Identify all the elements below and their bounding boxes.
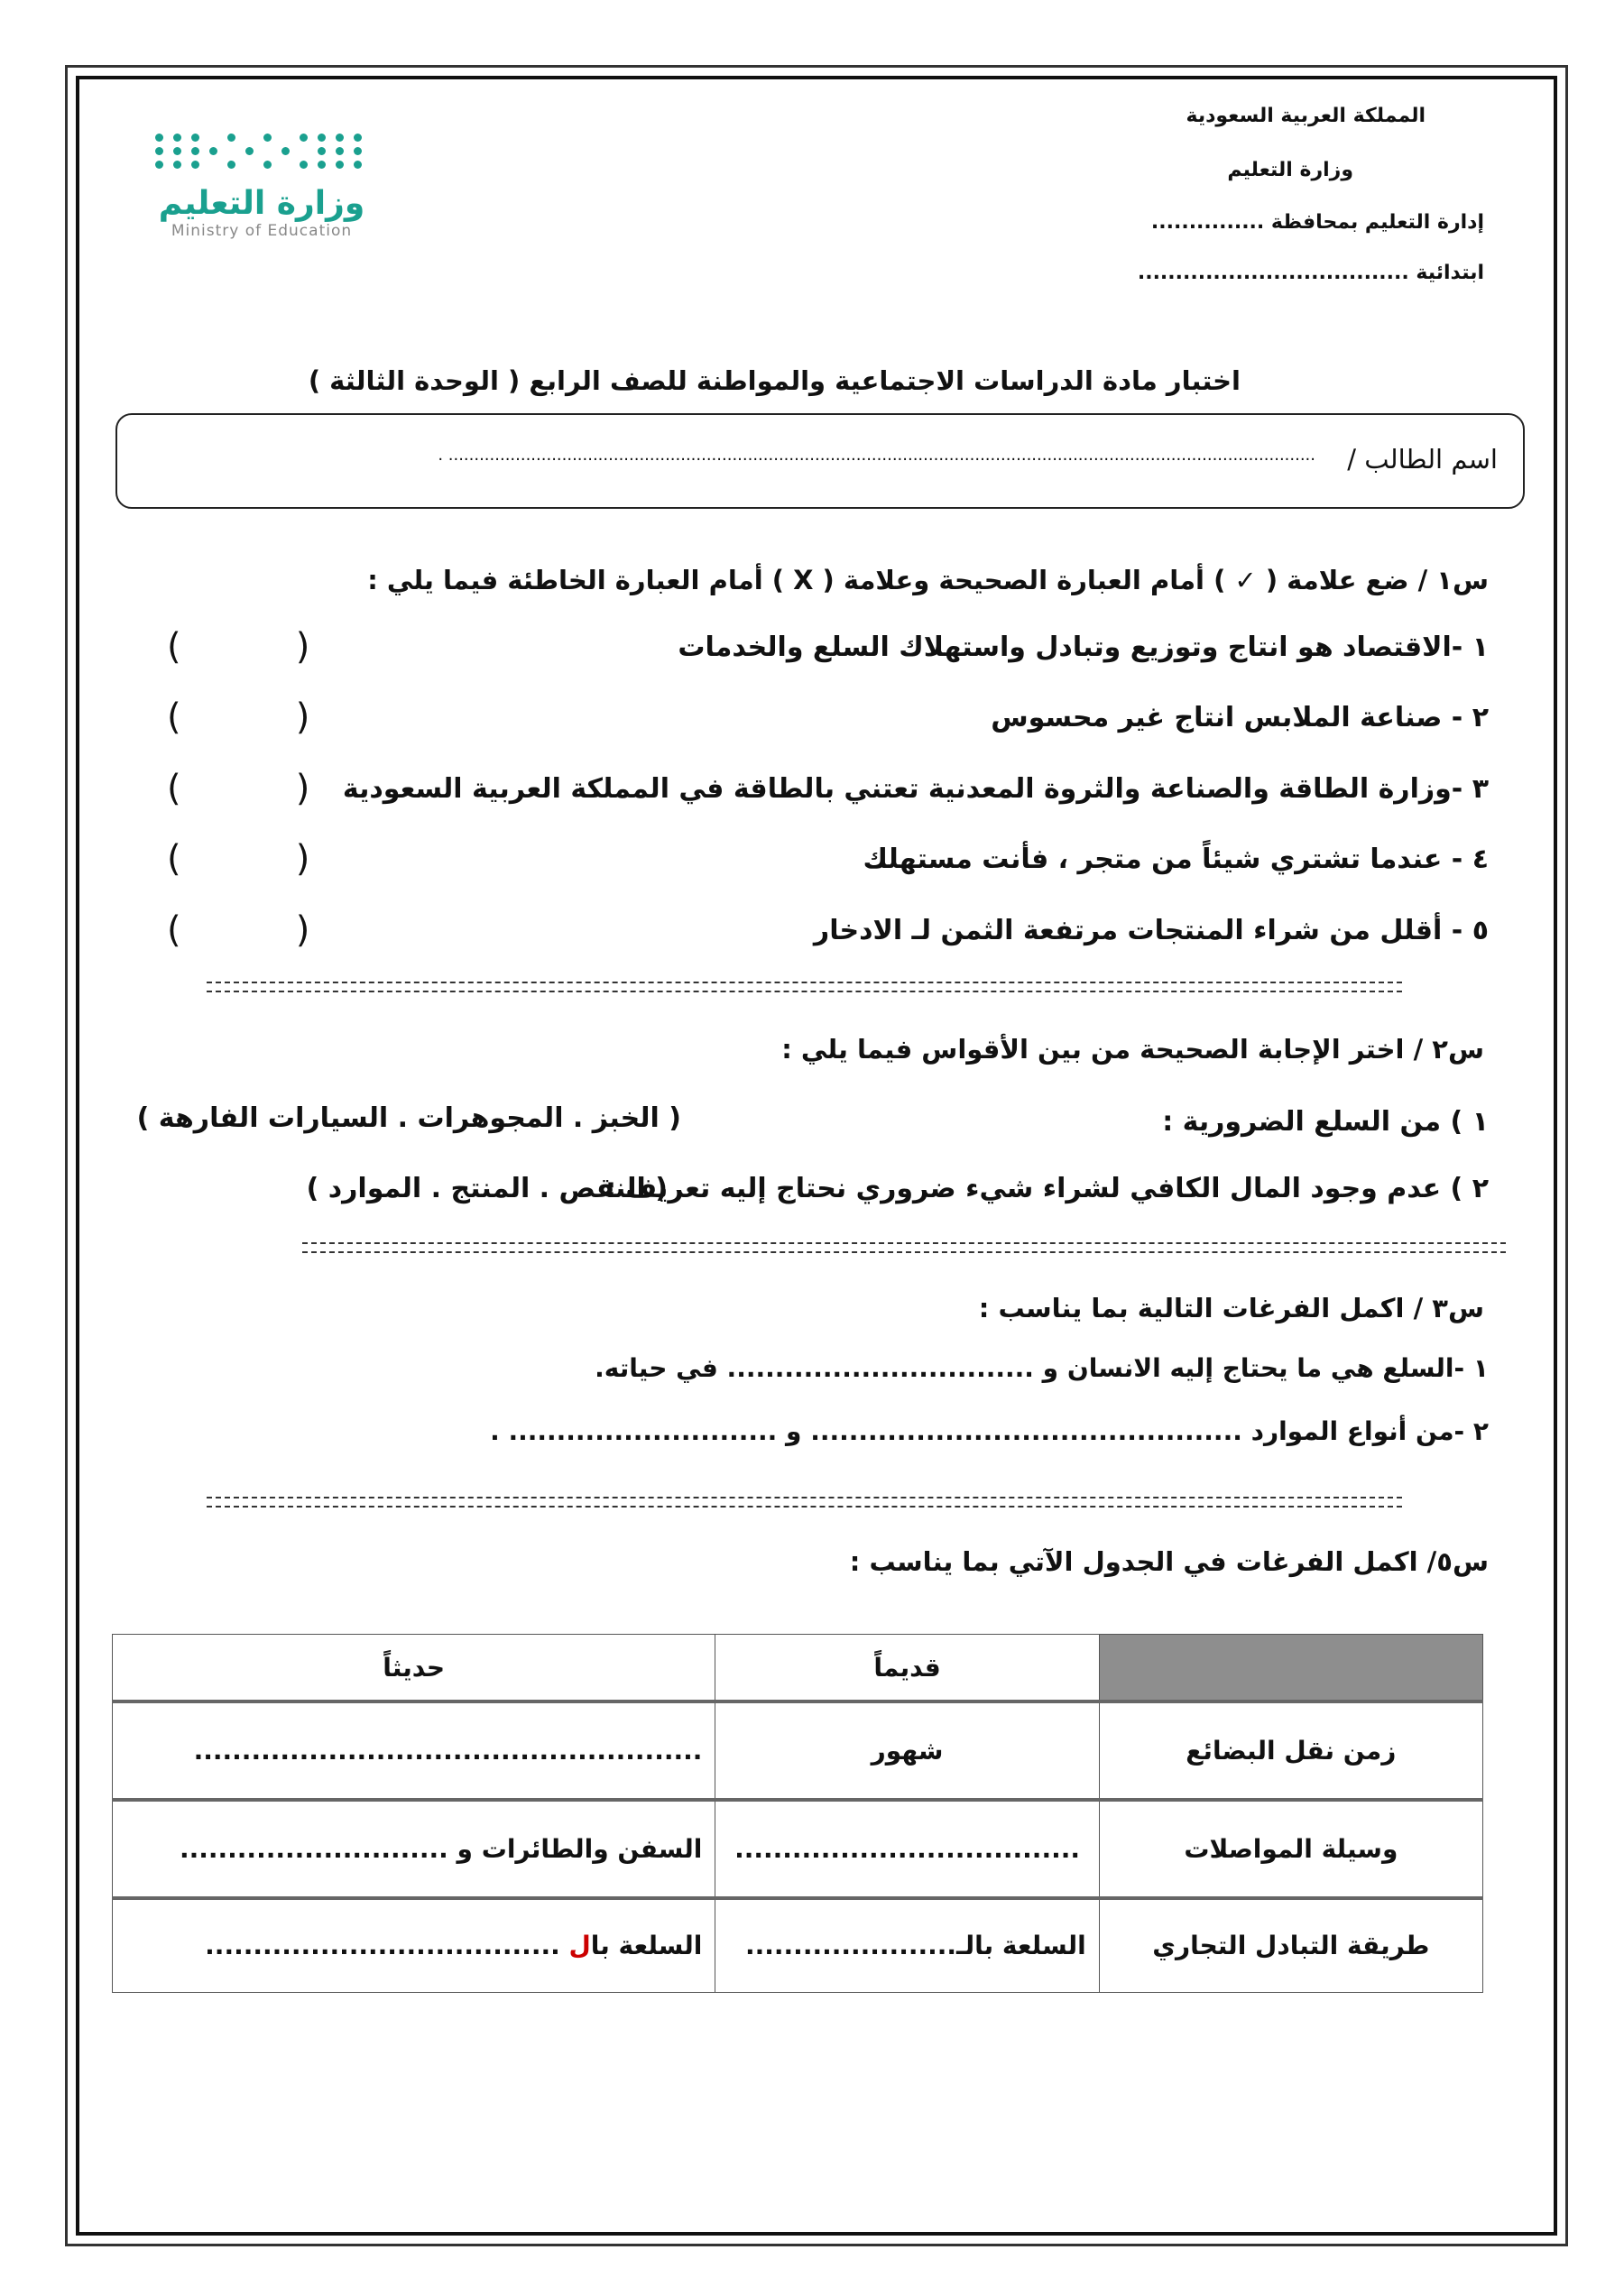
q2-item-2-question: ٢ ) عدم وجود المال الكافي لشراء شيء ضروري نحتاج إليه تعريف :	[604, 1173, 1489, 1204]
logo-dot	[354, 147, 362, 155]
logo-dot	[191, 161, 199, 169]
table-header-old: قديماً	[715, 1635, 1099, 1702]
logo-dot	[354, 134, 362, 142]
table-row	[113, 1800, 1483, 1898]
separator	[207, 1497, 1402, 1508]
q3-heading: س٣ / اكمل الفرغات التالية بما يناسب :	[978, 1293, 1484, 1323]
q1-item-1: ١ -الاقتصاد هو انتاج وتوزيع وتبادل واستهلاك السلع والخدمات	[678, 632, 1489, 663]
header-country: المملكة العربية السعودية	[1186, 105, 1426, 127]
logo-dot	[263, 161, 272, 169]
q3-item-1[interactable]: ١ -السلع هي ما يحتاج إليه الانسان و ................................ في حياته.	[595, 1353, 1489, 1383]
table-header-row	[113, 1635, 1483, 1702]
logo-dot	[245, 147, 254, 155]
separator	[302, 1242, 1506, 1253]
q1-item-5: ٥ - أقلل من شراء المنتجات مرتفعة الثمن لـ الادخار	[813, 915, 1489, 946]
q2-item-1-options[interactable]: ( الخبز . المجوهرات . السيارات الفارهة )	[136, 1102, 681, 1134]
logo-dots-icon	[144, 134, 379, 169]
logo-dot	[318, 147, 326, 155]
cell-old[interactable]: السلعة بالـ......................	[715, 1898, 1099, 1993]
q1-answer-blank-5[interactable]: ( )	[167, 909, 310, 951]
cell-new-blank[interactable]: .....................................	[205, 1931, 569, 1961]
logo-dot	[155, 134, 163, 142]
page-title: اختبار مادة الدراسات الاجتماعية والمواطنة للصف الرابع ( الوحدة الثالثة )	[308, 365, 1241, 396]
logo-dot	[173, 147, 181, 155]
logo-dot	[191, 147, 199, 155]
table-row	[113, 1701, 1483, 1800]
q5-table	[112, 1634, 1483, 1993]
q2-heading: س٢ / اختر الإجابة الصحيحة من بين الأقواس فيما يلي :	[781, 1034, 1484, 1065]
q1-heading: س١ / ضع علامة ( ✓ ) أمام العبارة الصحيحة وعلامة ( X ) أمام العبارة الخاطئة فيما يلي :	[367, 565, 1489, 595]
logo-dot	[155, 147, 163, 155]
logo-english: Ministry of Education	[171, 222, 353, 240]
q1-answer-blank-1[interactable]: ( )	[167, 626, 310, 668]
logo-dot	[318, 134, 326, 142]
row-label: طريقة التبادل التجاري	[1099, 1898, 1482, 1993]
row-label: زمن نقل البضائع	[1099, 1701, 1482, 1800]
row-label: وسيلة المواصلات	[1099, 1800, 1482, 1898]
cell-old: شهور	[715, 1701, 1099, 1800]
logo-dot	[336, 134, 344, 142]
q1-item-2: ٢ - صناعة الملابس انتاج غير محسوس	[991, 702, 1489, 733]
student-name-field[interactable]: ........................................................................................................................................................................ .	[438, 446, 1315, 465]
cell-new[interactable]: السفن والطائرات و ............................	[113, 1800, 715, 1898]
logo-dot	[173, 134, 181, 142]
q2-item-1-question: ١ ) من السلع الضرورية :	[1162, 1106, 1489, 1138]
logo-dot	[191, 134, 199, 142]
logo-arabic: وزارة التعليم	[158, 185, 365, 222]
q5-heading: س٥/ اكمل الفرغات في الجدول الآتي بما يناسب :	[849, 1546, 1489, 1577]
q2-item-2-options[interactable]: ( النقص . المنتج . الموارد )	[306, 1173, 668, 1204]
separator	[207, 982, 1402, 992]
logo-dot	[336, 147, 344, 155]
logo-dot	[300, 161, 308, 169]
logo-dot	[263, 134, 272, 142]
q1-item-4: ٤ - عندما تشتري شيئاً من متجر ، فأنت مستهلك	[863, 844, 1489, 875]
cell-new-blank[interactable]: .....................................................	[113, 1701, 715, 1800]
logo-dot	[173, 161, 181, 169]
logo-dot	[354, 161, 362, 169]
logo-dot	[300, 134, 308, 142]
logo-dot	[227, 161, 235, 169]
logo-dot	[209, 147, 217, 155]
header-school: ابتدائية ....................................	[1137, 262, 1484, 284]
table-row	[113, 1898, 1483, 1993]
logo-dot	[281, 147, 290, 155]
q1-item-3: ٣ -وزارة الطاقة والصناعة والثروة المعدنية تعتني بالطاقة في المملكة العربية السعودية	[342, 773, 1489, 805]
logo-dot	[155, 161, 163, 169]
q3-item-2[interactable]: ٢ -من أنواع الموارد ............................................. و ............................ .	[490, 1416, 1489, 1446]
table-header-new: حديثاً	[113, 1635, 715, 1702]
cell-new-red-letter: ل	[568, 1931, 591, 1961]
cell-new[interactable]	[113, 1898, 715, 1993]
student-name-box	[115, 413, 1525, 509]
ministry-logo	[144, 126, 379, 307]
table-header-empty	[1099, 1635, 1482, 1702]
cell-old-blank[interactable]: ....................................	[715, 1800, 1099, 1898]
q1-answer-blank-4[interactable]: ( )	[167, 838, 310, 880]
header-ministry: وزارة التعليم	[1227, 159, 1353, 181]
logo-dot	[318, 161, 326, 169]
cell-new-prefix: السلعة با	[590, 1931, 703, 1961]
q1-answer-blank-2[interactable]: ( )	[167, 696, 310, 738]
logo-dot	[227, 134, 235, 142]
logo-dot	[336, 161, 344, 169]
q1-answer-blank-3[interactable]: ( )	[167, 768, 310, 809]
student-name-label: اسم الطالب /	[1347, 444, 1498, 475]
header-directorate: إدارة التعليم بمحافظة ...............	[1150, 211, 1484, 234]
